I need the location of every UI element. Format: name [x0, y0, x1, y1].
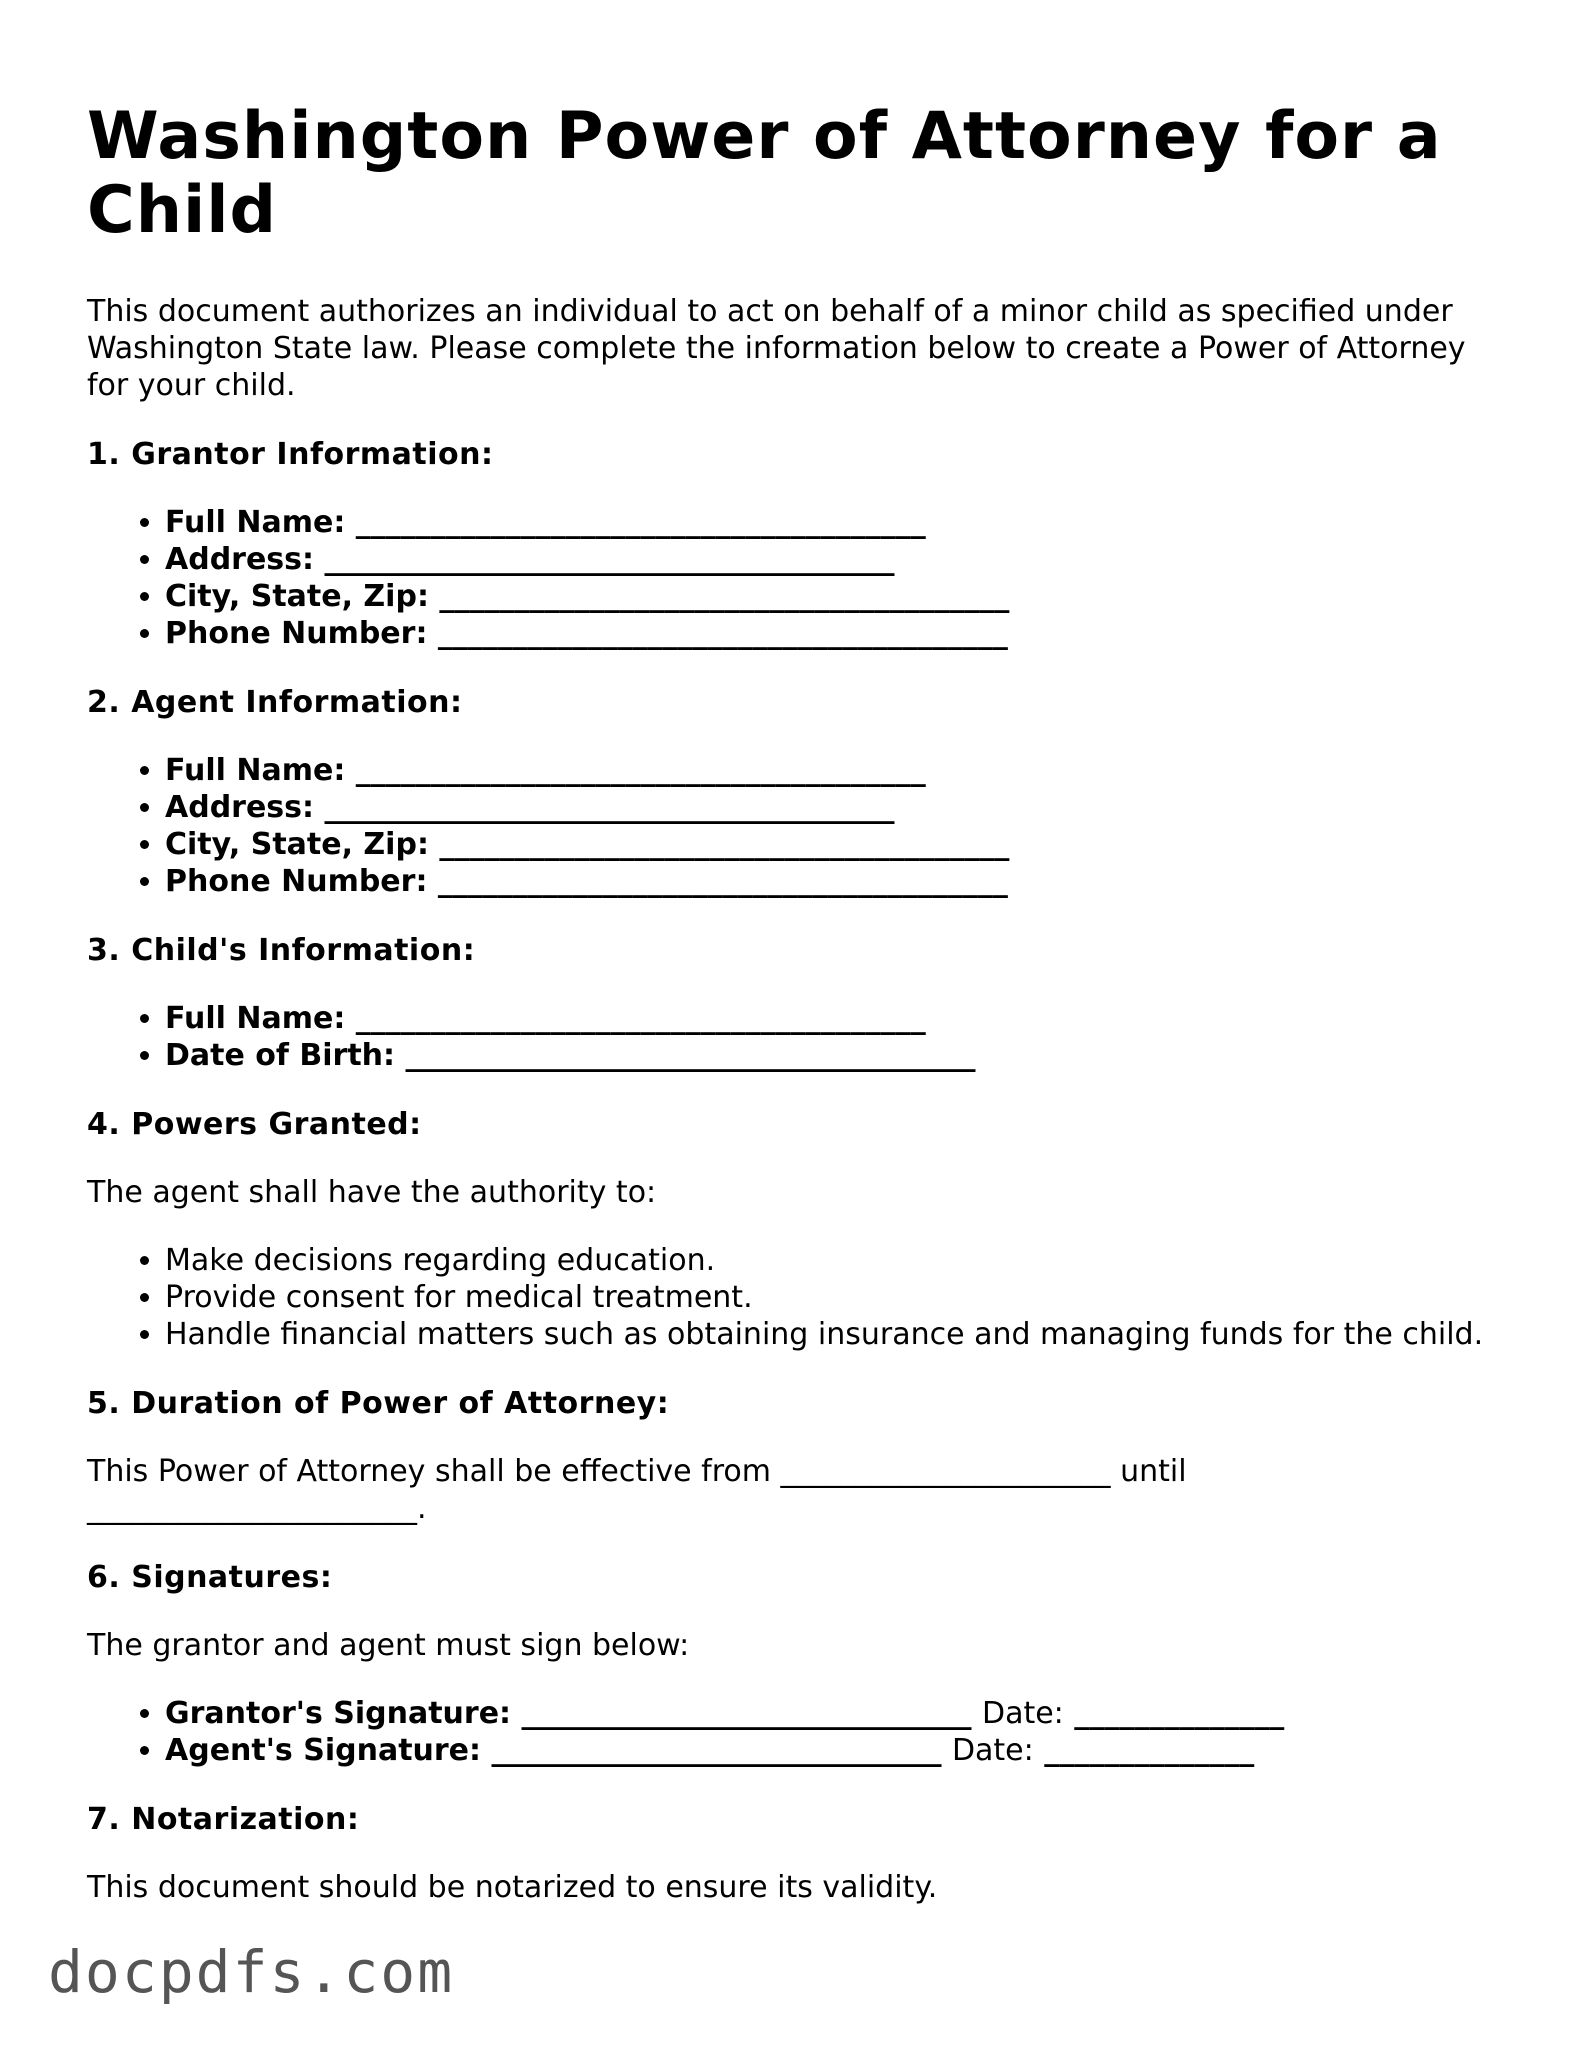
fill-blank[interactable]: ______________________________________	[355, 505, 926, 540]
section-heading: 5. Duration of Power of Attorney:	[87, 1386, 670, 1421]
signature-list	[87, 1695, 1507, 1769]
grantor-fields	[87, 504, 1507, 652]
section-child	[87, 932, 1507, 1074]
fill-blank[interactable]: ______________________________________	[355, 1001, 926, 1036]
fill-blank[interactable]: ______________________________________	[405, 1038, 976, 1073]
section-heading: 7. Notarization:	[87, 1802, 360, 1837]
field-full-name: • Full Name: ______________________________________	[165, 752, 1507, 789]
section-signatures	[87, 1559, 1507, 1769]
field-address: • Address: ______________________________________	[165, 541, 1507, 578]
fill-blank[interactable]: ______________________________________	[439, 827, 1010, 862]
section-agent	[87, 684, 1507, 900]
fill-blank[interactable]: ______________________________________	[324, 542, 895, 577]
signature-blank[interactable]: ______________________________	[491, 1733, 942, 1768]
end-date-blank[interactable]: ______________________	[87, 1491, 417, 1526]
fill-blank[interactable]: ______________________________________	[437, 864, 1008, 899]
agent-signature-line: • Agent's Signature: ______________________________ Date: ______________	[165, 1732, 1507, 1769]
duration-text: This Power of Attorney shall be effective from ______________________ until ______________________.	[87, 1454, 1187, 1526]
page-title: Washington Power of Attorney for a Child	[87, 99, 1442, 248]
intro-paragraph: This document authorizes an individual to act on behalf of a minor child as specified under Washington State law. Please complete the information below to create a Power of Attorney for your child.	[87, 294, 1466, 403]
grantor-signature-line: • Grantor's Signature: ______________________________ Date: ______________	[165, 1695, 1507, 1732]
section-duration	[87, 1385, 1507, 1527]
fill-blank[interactable]: ______________________________________	[355, 753, 926, 788]
powers-list	[87, 1242, 1507, 1353]
section-heading: 6. Signatures:	[87, 1560, 333, 1595]
child-fields	[87, 1000, 1507, 1074]
section-grantor	[87, 436, 1507, 652]
watermark-logo: docpdfs.com	[48, 1938, 455, 2006]
fill-blank[interactable]: ______________________________________	[439, 579, 1010, 614]
field-address: • Address: ______________________________________	[165, 789, 1507, 826]
section-heading: 4. Powers Granted:	[87, 1107, 422, 1142]
date-blank[interactable]: ______________	[1074, 1696, 1285, 1731]
start-date-blank[interactable]: ______________________	[780, 1454, 1111, 1489]
powers-lead: The agent shall have the authority to:	[87, 1175, 657, 1210]
section-heading: 3. Child's Information:	[87, 933, 476, 968]
fill-blank[interactable]: ______________________________________	[437, 616, 1008, 651]
field-phone-number: • Phone Number: ______________________________________	[165, 863, 1507, 900]
signature-blank[interactable]: ______________________________	[521, 1696, 972, 1731]
section-notarization	[87, 1801, 1507, 1906]
notarization-text: This document should be notarized to ensure its validity.	[87, 1870, 938, 1905]
signatures-lead: The grantor and agent must sign below:	[87, 1628, 690, 1663]
field-full-name: • Full Name: ______________________________________	[165, 1000, 1507, 1037]
list-item: • Handle financial matters such as obtaining insurance and managing funds for the child.	[165, 1316, 1507, 1353]
date-blank[interactable]: ______________	[1044, 1733, 1255, 1768]
list-item: • Make decisions regarding education.	[165, 1242, 1507, 1279]
field-city-state-zip: • City, State, Zip: ______________________________________	[165, 578, 1507, 615]
section-heading: 1. Grantor Information:	[87, 437, 494, 472]
field-full-name: • Full Name: ______________________________________	[165, 504, 1507, 541]
fill-blank[interactable]: ______________________________________	[324, 790, 895, 825]
document-page	[87, 100, 1507, 1906]
agent-fields	[87, 752, 1507, 900]
section-heading: 2. Agent Information:	[87, 685, 463, 720]
field-date-of-birth: • Date of Birth: ______________________________________	[165, 1037, 1507, 1074]
field-city-state-zip: • City, State, Zip: ______________________________________	[165, 826, 1507, 863]
field-phone-number: • Phone Number: ______________________________________	[165, 615, 1507, 652]
section-powers	[87, 1106, 1507, 1353]
list-item: • Provide consent for medical treatment.	[165, 1279, 1507, 1316]
